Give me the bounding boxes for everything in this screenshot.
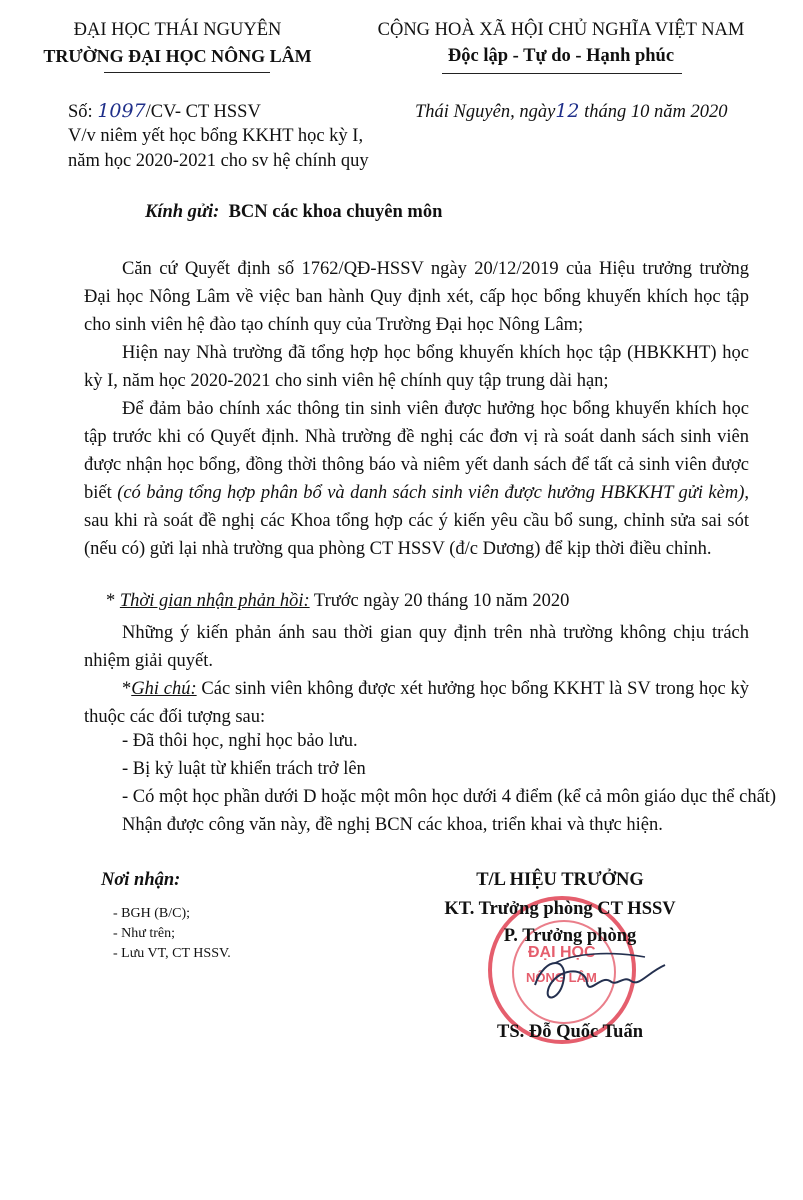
note-item-2: - Bị kỷ luật từ khiển trách trở lên xyxy=(122,759,366,779)
note-label: Ghi chú: xyxy=(131,679,197,699)
subject-line-1: V/v niêm yết học bổng KKHT học kỳ I, xyxy=(68,126,364,146)
signature-deputy: P. Trưởng phòng xyxy=(503,926,637,946)
motto-underline xyxy=(442,73,682,74)
country-name: CỘNG HOÀ XÃ HỘI CHỦ NGHĨA VIỆT NAM xyxy=(377,20,745,40)
date-day: 12 xyxy=(555,100,580,122)
note-value: Các sinh viên không được xét hưởng học bổng KKHT là SV trong học kỳ thuộc các đối tượng sau: xyxy=(84,679,749,727)
seal-text-bottom: NÔNG LÂM xyxy=(526,970,597,985)
paragraph-note xyxy=(84,675,749,731)
doc-number-suffix: /CV- CT HSSV xyxy=(145,102,261,122)
request-attachment-note: (có bảng tổng hợp phân bổ và danh sách sinh viên được hưởng HBKKHT gửi kèm) xyxy=(117,483,745,503)
deadline-label: Thời gian nhận phản hồi: xyxy=(119,591,310,611)
paragraph-request xyxy=(84,395,749,563)
paragraph-legal-basis: Căn cứ Quyết định số 1762/QĐ-HSSV ngày 20/12/2019 của Hiệu trưởng trường Đại học Nông Lâm về việc ban hành Quy định xét, cấp học bổng khuyến khích học tập cho sinh viên hệ đào tạo chính quy của Trường Đại học Nông Lâm; xyxy=(84,259,749,335)
date-place: Thái Nguyên, ngày xyxy=(415,102,556,122)
deadline-value: Trước ngày 20 tháng 10 năm 2020 xyxy=(309,591,570,611)
closing-line: Nhận được công văn này, đề nghị BCN các khoa, triển khai và thực hiện. xyxy=(122,815,663,835)
national-motto: Độc lập - Tự do - Hạnh phúc xyxy=(447,46,675,66)
paragraph-summary: Hiện nay Nhà trường đã tổng hợp học bổng khuyến khích học tập (HBKKHT) học kỳ I, năm học 2020-2021 cho sinh viên hệ chính quy tập trung dài hạn; xyxy=(84,343,749,391)
handwritten-signature xyxy=(515,945,675,1020)
signer-name: TS. Đỗ Quốc Tuấn xyxy=(496,1022,643,1042)
note-item-1: - Đã thôi học, nghỉ học bảo lưu. xyxy=(122,731,358,751)
note-star: * xyxy=(122,679,132,699)
recipients-item-1: - BGH (B/C); xyxy=(113,906,190,921)
recipients-item-3: - Lưu VT, CT HSSV. xyxy=(113,946,231,961)
doc-number-value: 1097 xyxy=(97,100,146,122)
note-item-3: - Có một học phần dưới D hoặc một môn học dưới 4 điểm (kể cả môn giáo dục thể chất) xyxy=(122,787,777,807)
date-rest: tháng 10 năm 2020 xyxy=(584,102,728,122)
org-name: TRƯỜNG ĐẠI HỌC NÔNG LÂM xyxy=(43,46,312,66)
request-text-a: Để đảm bảo chính xác thông tin sinh viên được hưởng học bổng khuyến khích học tập trước khi có Quyết định. Nhà trường đề nghị các đơn vị rà soát danh sách sinh viên được nhận học bổng, đồng thời thông báo và niêm yết danh sách để tất cả sinh viên được biết xyxy=(84,399,749,503)
doc-number xyxy=(68,100,261,123)
signature-position: KT. Trưởng phòng CT HSSV xyxy=(444,899,676,919)
subject-line-2: năm học 2020-2021 cho sv hệ chính quy xyxy=(68,151,369,171)
request-text-b: , sau khi rà soát đề nghị các Khoa tổng hợp các ý kiến yêu cầu bổ sung, chỉnh sửa sai sót (nếu có) gửi lại nhà trường qua phòng CT HSSV (đ/c Dương) để kịp thời điều chỉnh. xyxy=(84,483,749,559)
org-underline xyxy=(104,72,270,73)
paragraph-disclaimer: Những ý kiến phản ánh sau thời gian quy định trên nhà trường không chịu trách nhiệm giải quyết. xyxy=(84,623,749,671)
seal-text-top: ĐẠI HỌC xyxy=(528,944,596,961)
deadline-line xyxy=(106,591,569,612)
recipient-line xyxy=(145,202,442,223)
date-line xyxy=(415,100,727,123)
recipient-value: BCN các khoa chuyên môn xyxy=(228,202,443,222)
doc-number-prefix: Số: xyxy=(68,102,93,122)
recipients-item-2: - Như trên; xyxy=(113,926,176,941)
signature-title: T/L HIỆU TRƯỞNG xyxy=(476,870,644,890)
recipient-label: Kính gửi: xyxy=(145,202,220,222)
org-parent: ĐẠI HỌC THÁI NGUYÊN xyxy=(73,20,282,40)
recipients-title: Nơi nhận: xyxy=(101,870,181,890)
deadline-star: * xyxy=(106,591,120,611)
